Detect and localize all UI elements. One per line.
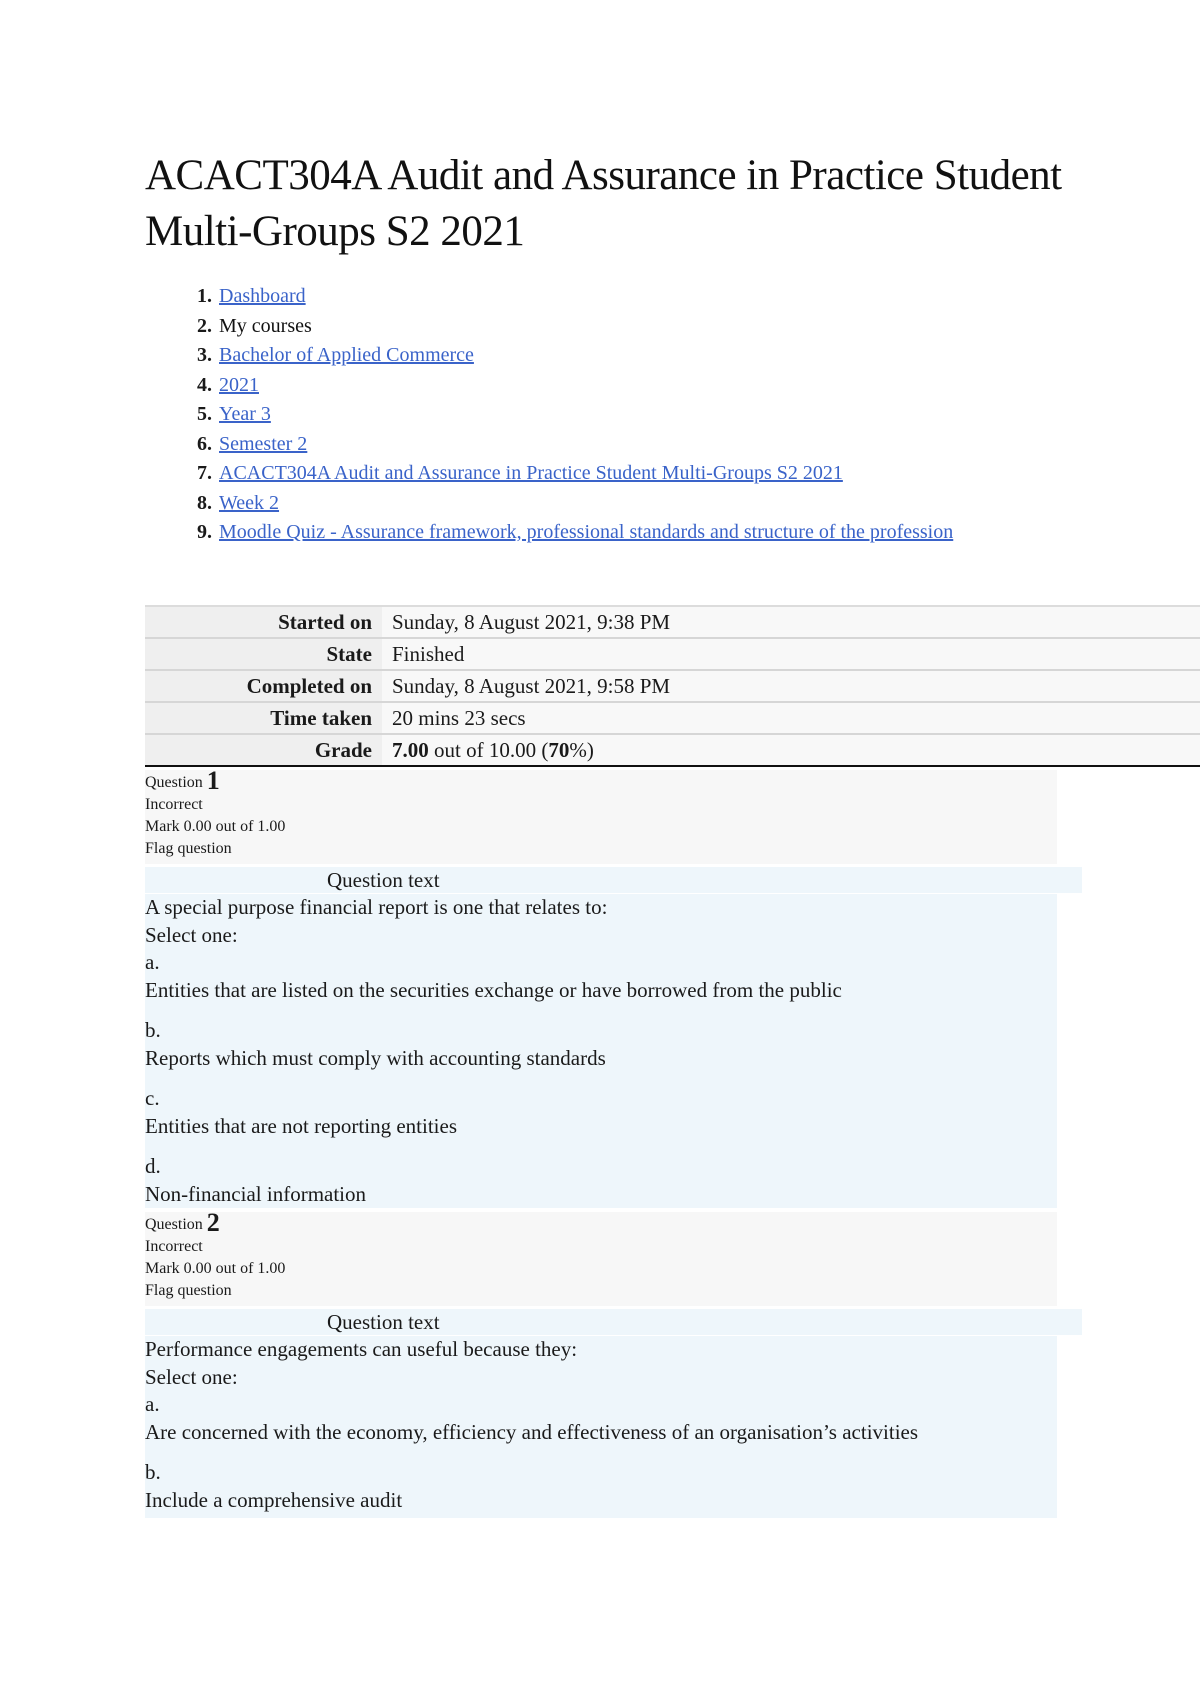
question-prompt: Performance engagements can useful because they: bbox=[145, 1337, 578, 1361]
summary-row-time bbox=[145, 702, 1200, 734]
question-info bbox=[145, 1208, 1057, 1306]
breadcrumb-item-year-level bbox=[217, 400, 1097, 430]
breadcrumb bbox=[145, 282, 1097, 548]
answer-option-a-text[interactable]: Are concerned with the economy, efficiency and effectiveness of an organisation’s activities bbox=[145, 1419, 919, 1444]
breadcrumb-link-dashboard[interactable]: Dashboard bbox=[219, 285, 306, 307]
breadcrumb-item-year bbox=[217, 371, 1097, 401]
summary-row-state bbox=[145, 638, 1200, 670]
breadcrumb-link-quiz[interactable]: Moodle Quiz - Assurance framework, professional standards and structure of the profession bbox=[219, 521, 954, 543]
summary-row-completed bbox=[145, 670, 1200, 702]
breadcrumb-item-dashboard bbox=[217, 282, 1097, 312]
answer-option-c-text[interactable]: Entities that are not reporting entities bbox=[145, 1113, 457, 1138]
question-text-label: Question text bbox=[327, 868, 440, 892]
question-word: Question bbox=[145, 774, 203, 791]
question-text-label: Question text bbox=[327, 1310, 440, 1334]
summary-value: Sunday, 8 August 2021, 9:38 PM bbox=[382, 606, 1200, 638]
summary-divider bbox=[145, 765, 1057, 767]
question-mark: Mark 0.00 out of 1.00 bbox=[145, 1260, 286, 1277]
breadcrumb-text-my-courses: My courses bbox=[219, 314, 312, 337]
grade-end: %) bbox=[569, 737, 594, 762]
question-status: Incorrect bbox=[145, 796, 203, 813]
question-number bbox=[145, 1208, 1057, 1237]
answer-option-d-letter[interactable]: d. bbox=[145, 1154, 161, 1178]
summary-label: Time taken bbox=[145, 702, 382, 734]
answer-option-a-letter[interactable]: a. bbox=[145, 950, 160, 974]
breadcrumb-item-week bbox=[217, 489, 1097, 519]
breadcrumb-link-program[interactable]: Bachelor of Applied Commerce bbox=[219, 344, 474, 366]
question-body bbox=[145, 894, 1057, 1208]
summary-label: Grade bbox=[145, 734, 382, 766]
question-status: Incorrect bbox=[145, 1238, 203, 1255]
breadcrumb-link-year-level[interactable]: Year 3 bbox=[219, 403, 271, 425]
answer-option-b-text[interactable]: Reports which must comply with accounting standards bbox=[145, 1045, 606, 1070]
breadcrumb-item-quiz bbox=[217, 518, 1097, 548]
question-number-value: 1 bbox=[206, 766, 220, 795]
grade-score: 7.00 bbox=[392, 737, 429, 762]
question-text-heading bbox=[145, 867, 1082, 893]
answer-option-d-text[interactable]: Non-financial information bbox=[145, 1181, 367, 1206]
answer-option-b-letter[interactable]: b. bbox=[145, 1018, 161, 1042]
page-title: ACACT304A Audit and Assurance in Practice Student Multi-Groups S2 2021 bbox=[145, 152, 1062, 255]
question-word: Question bbox=[145, 1216, 203, 1233]
question-prompt: A special purpose financial report is one that relates to: bbox=[145, 895, 608, 919]
question-info bbox=[145, 766, 1057, 864]
question-number bbox=[145, 766, 1057, 795]
breadcrumb-link-week[interactable]: Week 2 bbox=[219, 491, 280, 514]
question-text-heading bbox=[145, 1309, 1082, 1335]
breadcrumb-item-program bbox=[217, 341, 1097, 371]
answer-option-b-letter[interactable]: b. bbox=[145, 1460, 161, 1484]
quiz-summary-table bbox=[145, 605, 1200, 767]
breadcrumb-item-course bbox=[217, 459, 1097, 489]
answer-option-a-text[interactable]: Entities that are listed on the securities exchange or have borrowed from the public bbox=[145, 977, 842, 1002]
summary-label: Started on bbox=[145, 606, 382, 638]
question-number-value: 2 bbox=[206, 1208, 220, 1237]
select-one-label: Select one: bbox=[145, 1364, 238, 1389]
breadcrumb-link-semester[interactable]: Semester 2 bbox=[219, 432, 308, 455]
summary-value-grade bbox=[382, 734, 1200, 766]
answer-option-b-text[interactable]: Include a comprehensive audit bbox=[145, 1487, 403, 1512]
grade-rest: out of 10.00 ( bbox=[428, 737, 549, 762]
grade-percent: 70 bbox=[548, 737, 570, 762]
summary-value: 20 mins 23 secs bbox=[382, 702, 1200, 734]
select-one-label: Select one: bbox=[145, 922, 238, 947]
summary-label: Completed on bbox=[145, 670, 382, 702]
flag-question-link[interactable]: Flag question bbox=[145, 840, 232, 857]
breadcrumb-item-my-courses bbox=[217, 312, 1097, 342]
breadcrumb-link-year[interactable]: 2021 bbox=[219, 373, 259, 396]
breadcrumb-link-course[interactable]: ACACT304A Audit and Assurance in Practice Student Multi-Groups S2 2021 bbox=[219, 462, 843, 484]
question-mark: Mark 0.00 out of 1.00 bbox=[145, 818, 286, 835]
question-body bbox=[145, 1336, 1057, 1518]
summary-row-started bbox=[145, 606, 1200, 638]
summary-row-grade bbox=[145, 734, 1200, 766]
answer-option-a-letter[interactable]: a. bbox=[145, 1392, 160, 1416]
summary-value: Sunday, 8 August 2021, 9:58 PM bbox=[382, 670, 1200, 702]
flag-question-link[interactable]: Flag question bbox=[145, 1282, 232, 1299]
breadcrumb-item-semester bbox=[217, 430, 1097, 460]
answer-option-c-letter[interactable]: c. bbox=[145, 1086, 160, 1110]
summary-value: Finished bbox=[382, 638, 1200, 670]
summary-label: State bbox=[145, 638, 382, 670]
